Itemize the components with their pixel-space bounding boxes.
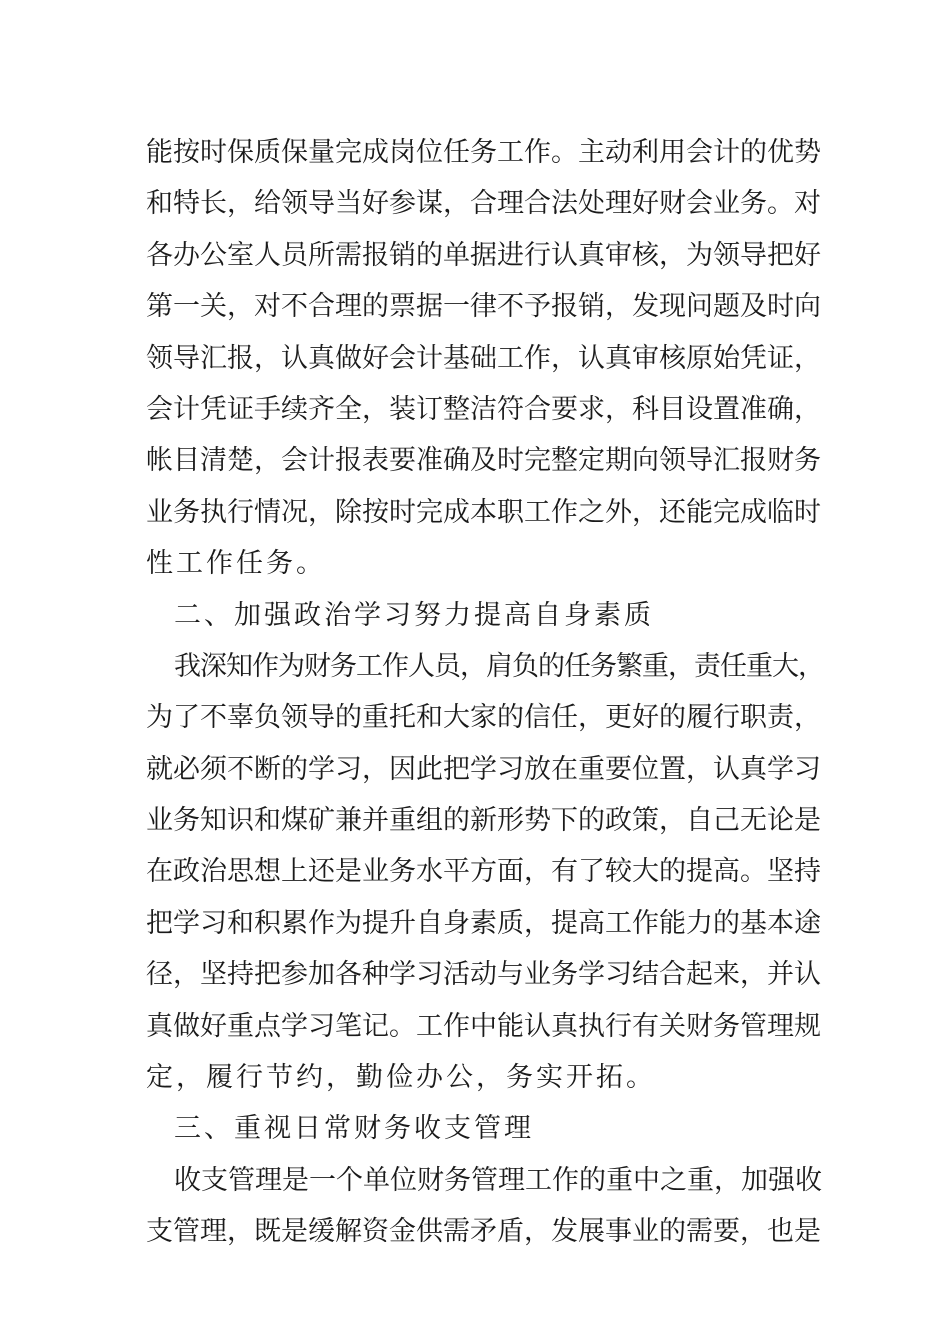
text-line: 和特长，给领导当好参谋，合理合法处理好财会业务。对 xyxy=(146,188,821,220)
paragraph-first-line: 收支管理是一个单位财务管理工作的重中之重，加强收 xyxy=(174,1164,822,1196)
section-heading: 二、加强政治学习努力提高自身素质 xyxy=(174,599,654,631)
document-body xyxy=(146,127,826,1258)
section-heading: 三、重视日常财务收支管理 xyxy=(174,1113,534,1145)
text-line: 定，履行节约，勤俭办公，务实开拓。 xyxy=(146,1062,656,1094)
text-line: 各办公室人员所需报销的单据进行认真审核，为领导把好 xyxy=(146,239,821,271)
text-line: 业务知识和煤矿兼并重组的新形势下的政策，自己无论是 xyxy=(146,805,821,837)
text-line: 业务执行情况，除按时完成本职工作之外，还能完成临时 xyxy=(146,496,821,528)
text-line: 就必须不断的学习，因此把学习放在重要位置，认真学习 xyxy=(146,753,821,785)
paragraph-first-line: 我深知作为财务工作人员，肩负的任务繁重，责任重大， xyxy=(174,650,824,682)
text-line: 支管理，既是缓解资金供需矛盾，发展事业的需要，也是 xyxy=(146,1216,821,1248)
text-line: 帐目清楚，会计报表要准确及时完整定期向领导汇报财务 xyxy=(146,445,821,477)
text-line: 径，坚持把参加各种学习活动与业务学习结合起来，并认 xyxy=(146,959,821,991)
text-line: 会计凭证手续齐全，装订整洁符合要求，科目设置准确， xyxy=(146,393,821,425)
text-line: 为了不辜负领导的重托和大家的信任，更好的履行职责， xyxy=(146,702,821,734)
text-line: 第一关，对不合理的票据一律不予报销，发现问题及时向 xyxy=(146,291,821,323)
text-line: 把学习和积累作为提升自身素质，提高工作能力的基本途 xyxy=(146,907,821,939)
text-line: 领导汇报，认真做好会计基础工作，认真审核原始凭证， xyxy=(146,342,821,374)
text-line: 性工作任务。 xyxy=(146,548,326,580)
text-line: 能按时保质保量完成岗位任务工作。主动利用会计的优势 xyxy=(146,137,821,168)
text-line: 真做好重点学习笔记。工作中能认真执行有关财务管理规 xyxy=(146,1010,821,1042)
text-line: 在政治思想上还是业务水平方面，有了较大的提高。坚持 xyxy=(146,856,821,888)
